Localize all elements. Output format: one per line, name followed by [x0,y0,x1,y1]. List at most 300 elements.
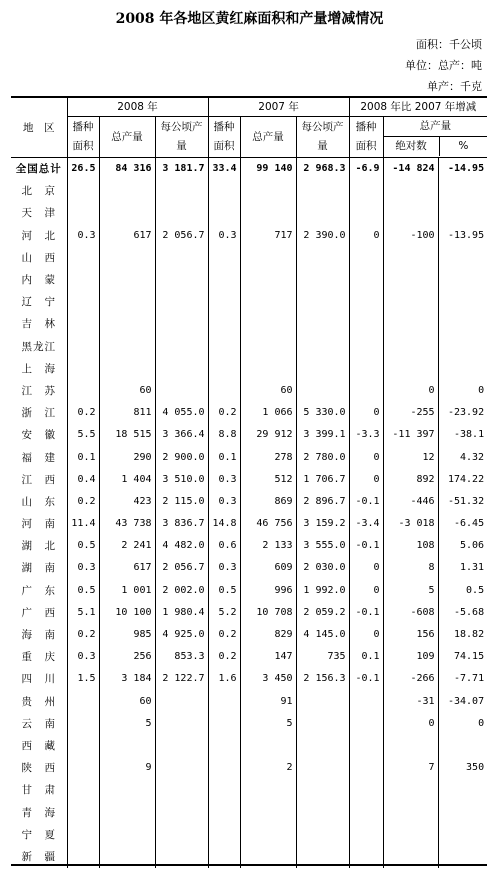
header-change-output: 总产量 [384,117,488,137]
change-area-cell [349,691,383,713]
change-pct-cell: 4.32 [460,451,485,463]
table-row [11,446,487,468]
table-row [11,380,487,402]
yield-2007-cell [296,824,349,846]
yield-2008-cell [155,269,208,291]
output-2007-cell: 869 [240,491,296,513]
yield-2008-cell [155,735,208,757]
change-pct-cell: 174.22 [447,473,485,485]
table-row [11,624,487,646]
output-2008-cell: 1 001 [99,580,155,602]
region-cell: 河 北 [11,225,67,247]
area-2008-cell: 0.3 [67,646,99,668]
change-pct-cell [438,180,487,202]
output-2008-cell [99,779,155,801]
area-2007-cell [208,336,240,358]
region-cell: 四 川 [11,668,67,690]
change-area-cell [349,313,383,335]
area-2008-cell: 0.3 [67,225,99,247]
header-2008: 2008 年 [67,97,208,117]
region-cell: 天 津 [11,202,67,224]
yield-2007-cell [296,269,349,291]
table-row [11,602,487,624]
output-2008-cell: 985 [99,624,155,646]
region-cell: 辽 宁 [11,291,67,313]
area-2007-cell [208,313,240,335]
area-2007-cell [208,757,240,779]
area-2008-cell: 0.4 [67,469,99,491]
yield-2007-cell: 5 330.0 [296,402,349,424]
output-2008-cell: 10 100 [99,602,155,624]
table-row [11,202,487,224]
change-area-cell: -3.4 [349,513,383,535]
yield-2008-cell: 3 510.0 [155,469,208,491]
area-2007-cell [208,380,240,402]
yield-2007-cell [296,380,349,402]
output-2008-cell [99,801,155,823]
yield-2008-cell: 2 002.0 [155,580,208,602]
output-2008-cell [99,824,155,846]
area-2008-cell [67,735,99,757]
yield-2008-cell [155,801,208,823]
change-abs-cell: -31 [383,691,438,713]
header-yield-2007: 每公顷产量 [296,117,349,158]
change-area-cell [349,801,383,823]
area-2007-cell: 0.5 [208,580,240,602]
change-abs-cell [383,358,438,380]
area-2008-cell [67,180,99,202]
yield-2008-cell: 2 056.7 [155,557,208,579]
region-cell: 全国总计 [11,158,67,181]
change-abs-cell: -14 824 [383,158,438,181]
output-2007-cell: 278 [240,446,296,468]
output-2007-cell: 29 912 [240,424,296,446]
change-pct-cell [438,291,487,313]
area-2008-cell [67,779,99,801]
yield-2007-cell [296,735,349,757]
area-2008-cell [67,358,99,380]
area-2007-cell: 0.1 [208,446,240,468]
yield-2007-cell [296,202,349,224]
area-2008-cell: 0.1 [67,446,99,468]
change-abs-cell: 892 [383,469,438,491]
change-pct-cell: 18.82 [453,629,485,641]
header-change: 2008 年比 2007 年增减 [349,97,487,117]
area-2007-cell: 0.2 [208,402,240,424]
yield-2007-cell: 1 992.0 [296,580,349,602]
yield-2007-cell [296,291,349,313]
change-area-cell: -0.1 [349,535,383,557]
table-row [11,668,487,690]
output-2007-cell [240,801,296,823]
area-2007-cell: 0.2 [208,624,240,646]
header-output-2008: 总产量 [99,117,155,158]
change-abs-cell: -266 [383,668,438,690]
area-2007-cell: 0.2 [208,646,240,668]
output-2008-cell [99,291,155,313]
output-2007-cell: 91 [240,691,296,713]
yield-2008-cell [155,779,208,801]
output-2007-cell [240,202,296,224]
output-2008-cell [99,202,155,224]
area-2007-cell: 0.6 [208,535,240,557]
output-2008-cell: 3 184 [99,668,155,690]
area-2008-cell [67,691,99,713]
change-abs-cell: 156 [383,624,438,646]
unit-yield-note: 单产：千克 [427,80,482,93]
table-row [11,691,487,713]
area-2007-cell [208,269,240,291]
change-area-cell: 0.1 [349,646,383,668]
header-region: 地 区 [11,97,67,158]
yield-2008-cell: 1 980.4 [155,602,208,624]
area-2008-cell: 0.5 [67,535,99,557]
change-area-cell: 0 [349,624,383,646]
output-2007-cell: 5 [240,713,296,735]
change-pct-cell [438,247,487,269]
output-2008-cell: 84 316 [99,158,155,181]
change-area-cell: 0 [349,580,383,602]
yield-2008-cell [155,202,208,224]
table-row [11,513,487,535]
change-area-cell: -6.9 [349,158,383,181]
area-2008-cell: 0.3 [67,557,99,579]
output-2008-cell: 43 738 [99,513,155,535]
area-2008-cell: 0.2 [67,402,99,424]
yield-2008-cell: 3 836.7 [155,513,208,535]
yield-2007-cell [296,180,349,202]
output-2007-cell: 147 [240,646,296,668]
yield-2007-cell: 1 706.7 [296,469,349,491]
area-2008-cell [67,757,99,779]
change-abs-cell [383,202,438,224]
change-pct-cell: -51.32 [447,495,485,507]
area-2008-cell [67,291,99,313]
change-abs-cell: -255 [383,402,438,424]
change-abs-cell [383,269,438,291]
yield-2007-cell: 735 [296,646,349,668]
change-abs-cell [383,313,438,335]
region-cell: 云 南 [11,713,67,735]
change-pct-cell: -13.95 [447,229,485,241]
output-2007-cell [240,735,296,757]
output-2007-cell: 2 133 [240,535,296,557]
table-row [11,824,487,846]
table-row [11,491,487,513]
area-2007-cell [208,247,240,269]
change-pct-cell: 350 [466,762,485,774]
region-cell: 广 东 [11,580,67,602]
change-pct-cell [438,269,487,291]
change-pct-cell [438,202,487,224]
yield-2008-cell: 3 181.7 [155,158,208,181]
yield-2007-cell [296,757,349,779]
header-yield-2008: 每公顷产量 [155,117,208,158]
change-abs-cell: 5 [383,580,438,602]
region-cell: 江 西 [11,469,67,491]
output-2007-cell: 1 066 [240,402,296,424]
table-row [11,402,487,424]
yield-2007-cell [296,313,349,335]
yield-2007-cell: 2 896.7 [296,491,349,513]
header-output-2007: 总产量 [240,117,296,158]
area-output-table [11,96,487,868]
change-pct-cell: -34.07 [447,695,485,707]
region-cell: 内 蒙 [11,269,67,291]
header-2007: 2007 年 [208,97,349,117]
yield-2007-cell [296,358,349,380]
region-cell: 山 西 [11,247,67,269]
change-pct-cell: 0 [478,384,485,396]
region-cell: 吉 林 [11,313,67,335]
region-cell: 新 疆 [11,846,67,868]
yield-2007-cell: 2 156.3 [296,668,349,690]
header-pct: % [458,140,469,152]
table-row [11,713,487,735]
change-abs-cell: 8 [383,557,438,579]
change-area-cell [349,269,383,291]
output-2008-cell: 811 [99,402,155,424]
change-pct-cell: 74.15 [453,651,485,663]
change-pct-cell [438,824,487,846]
area-2007-cell: 5.2 [208,602,240,624]
region-cell: 青 海 [11,801,67,823]
change-area-cell [349,202,383,224]
area-2007-cell: 33.4 [208,158,240,181]
change-area-cell [349,336,383,358]
change-abs-cell: 12 [383,446,438,468]
output-2008-cell: 256 [99,646,155,668]
area-2007-cell: 14.8 [208,513,240,535]
yield-2007-cell: 2 059.2 [296,602,349,624]
output-2008-cell: 18 515 [99,424,155,446]
change-pct-cell: -7.71 [453,673,485,685]
yield-2008-cell: 4 925.0 [155,624,208,646]
output-2007-cell: 829 [240,624,296,646]
output-2008-cell: 2 241 [99,535,155,557]
output-2007-cell: 2 [240,757,296,779]
output-2007-cell [240,269,296,291]
change-abs-cell [383,824,438,846]
output-2007-cell [240,180,296,202]
area-2008-cell [67,380,99,402]
output-2007-cell: 46 756 [240,513,296,535]
yield-2008-cell [155,713,208,735]
change-pct-cell [438,313,487,335]
yield-2008-cell [155,358,208,380]
change-pct-cell: -14.95 [447,163,485,175]
change-pct-cell: 5.06 [460,540,485,552]
area-2007-cell: 0.3 [208,557,240,579]
table-row-total [11,158,487,181]
change-abs-cell [383,801,438,823]
change-abs-cell: 0 [383,713,438,735]
yield-2008-cell [155,180,208,202]
table-row [11,735,487,757]
table-bottom-rule [11,864,487,866]
region-cell: 贵 州 [11,691,67,713]
output-2007-cell [240,358,296,380]
yield-2007-cell [296,247,349,269]
change-area-cell: 0 [349,557,383,579]
yield-2007-cell [296,336,349,358]
table-row [11,180,487,202]
header-change-area: 播种面积 [349,117,383,158]
change-area-cell [349,291,383,313]
region-cell: 甘 肃 [11,779,67,801]
area-2008-cell: 11.4 [67,513,99,535]
output-2008-cell: 290 [99,446,155,468]
area-2008-cell: 26.5 [67,158,99,181]
output-2008-cell: 617 [99,557,155,579]
output-2008-cell [99,180,155,202]
area-2008-cell [67,713,99,735]
change-pct-cell [438,801,487,823]
yield-2008-cell: 853.3 [155,646,208,668]
output-2007-cell: 996 [240,580,296,602]
table-body [11,158,487,869]
area-2008-cell: 0.2 [67,624,99,646]
yield-2008-cell: 3 366.4 [155,424,208,446]
region-cell: 西 藏 [11,735,67,757]
yield-2008-cell: 2 115.0 [155,491,208,513]
area-2007-cell [208,735,240,757]
yield-2007-cell: 3 555.0 [296,535,349,557]
change-pct-cell: 0.5 [466,584,485,596]
output-2007-cell: 60 [240,380,296,402]
yield-2008-cell: 2 122.7 [155,668,208,690]
area-2007-cell [208,180,240,202]
table-row [11,535,487,557]
change-area-cell [349,380,383,402]
region-cell: 湖 南 [11,557,67,579]
header-area-2008: 播种面积 [67,117,99,158]
change-abs-cell [383,735,438,757]
region-cell: 江 苏 [11,380,67,402]
change-area-cell: -0.1 [349,602,383,624]
header-area-2007: 播种面积 [208,117,240,158]
yield-2007-cell: 4 145.0 [296,624,349,646]
area-2008-cell [67,313,99,335]
change-abs-cell: -608 [383,602,438,624]
change-abs-cell [383,336,438,358]
output-2008-cell: 617 [99,225,155,247]
change-abs-cell [383,291,438,313]
change-area-cell: -0.1 [349,668,383,690]
output-2008-cell [99,313,155,335]
area-2008-cell [67,269,99,291]
table-row [11,313,487,335]
page-title: 2008 年各地区黄红麻面积和产量增减情况 [115,11,384,27]
output-2007-cell [240,291,296,313]
area-2008-cell: 1.5 [67,668,99,690]
area-2007-cell [208,202,240,224]
change-abs-cell: -100 [383,225,438,247]
change-abs-cell: -11 397 [383,424,438,446]
yield-2007-cell [296,779,349,801]
region-cell: 山 东 [11,491,67,513]
table-row [11,801,487,823]
yield-2007-cell [296,713,349,735]
area-2007-cell [208,824,240,846]
region-cell: 北 京 [11,180,67,202]
table-row [11,757,487,779]
yield-2007-cell [296,691,349,713]
change-abs-cell: -446 [383,491,438,513]
table-row [11,247,487,269]
table-row [11,424,487,446]
output-2007-cell: 512 [240,469,296,491]
change-area-cell: 0 [349,446,383,468]
output-2007-cell [240,313,296,335]
area-2008-cell [67,801,99,823]
output-2007-cell: 3 450 [240,668,296,690]
change-area-cell: 0 [349,402,383,424]
output-2008-cell [99,247,155,269]
change-area-cell [349,824,383,846]
change-abs-cell: 109 [383,646,438,668]
yield-2008-cell [155,247,208,269]
yield-2008-cell: 2 900.0 [155,446,208,468]
change-area-cell [349,779,383,801]
output-2007-cell [240,336,296,358]
output-2008-cell: 1 404 [99,469,155,491]
change-abs-cell: 7 [383,757,438,779]
table-row [11,557,487,579]
yield-2007-cell: 2 780.0 [296,446,349,468]
change-pct-cell: 1.31 [460,562,485,574]
change-area-cell: 0 [349,225,383,247]
change-pct-cell [438,358,487,380]
change-abs-cell [383,180,438,202]
yield-2008-cell [155,336,208,358]
area-2007-cell: 0.3 [208,225,240,247]
change-abs-cell: 0 [383,380,438,402]
output-2007-cell [240,824,296,846]
region-cell: 黑龙江 [11,336,67,358]
output-2008-cell: 60 [99,691,155,713]
yield-2008-cell [155,691,208,713]
area-2007-cell [208,358,240,380]
area-2007-cell [208,801,240,823]
change-area-cell: -0.1 [349,491,383,513]
output-2008-cell [99,336,155,358]
area-2008-cell: 0.2 [67,491,99,513]
region-cell: 海 南 [11,624,67,646]
area-2008-cell [67,336,99,358]
table-row [11,225,487,247]
yield-2007-cell: 2 390.0 [296,225,349,247]
table-row [11,269,487,291]
change-abs-cell: 108 [383,535,438,557]
area-2007-cell [208,691,240,713]
yield-2008-cell [155,757,208,779]
table-row [11,646,487,668]
yield-2008-cell: 4 055.0 [155,402,208,424]
change-pct-cell: 0 [478,717,485,729]
yield-2008-cell: 4 482.0 [155,535,208,557]
yield-2008-cell [155,824,208,846]
change-pct-cell: -6.45 [453,518,485,530]
change-abs-cell [383,779,438,801]
change-abs-cell: -3 018 [383,513,438,535]
yield-2007-cell: 3 159.2 [296,513,349,535]
area-2007-cell [208,291,240,313]
change-area-cell: 0 [349,469,383,491]
table-row [11,580,487,602]
table-row [11,358,487,380]
table-row [11,291,487,313]
